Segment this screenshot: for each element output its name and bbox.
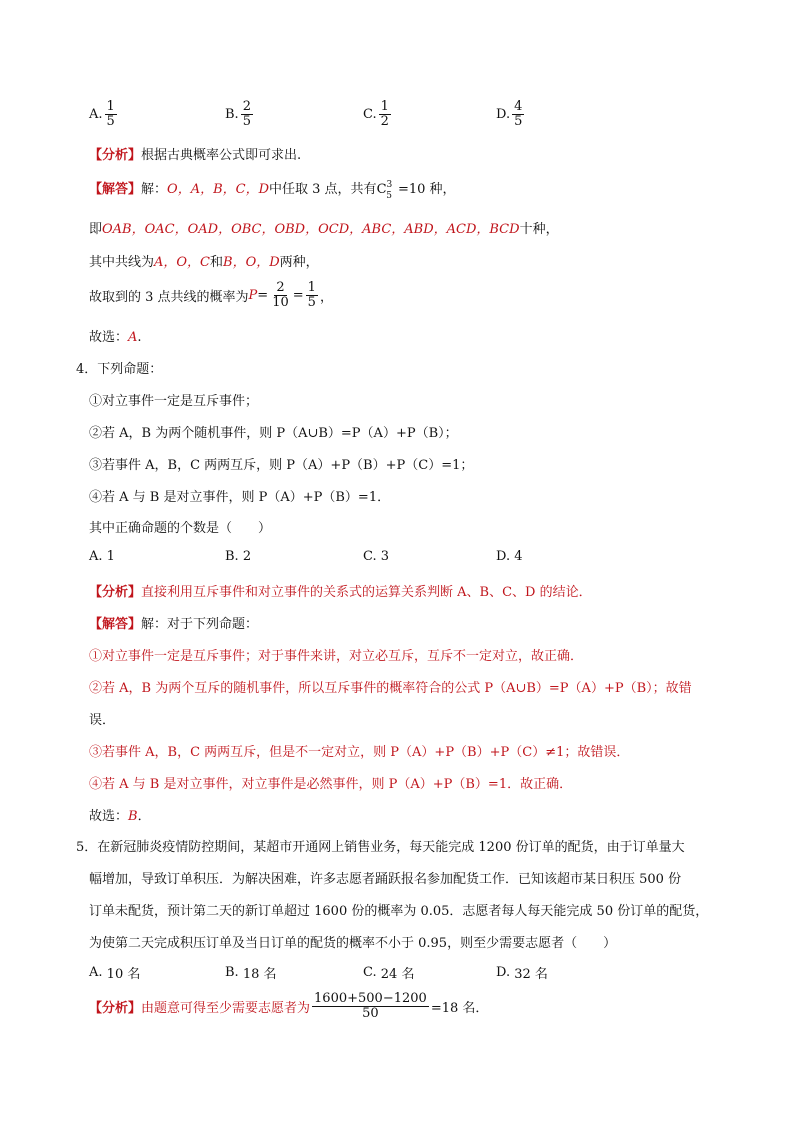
q4-stem: 4．下列命题： — [76, 362, 163, 377]
q4-solution-intro: 【解答】解：对于下列命题： — [89, 617, 259, 632]
fraction: $\frac{4}{5}$ — [514, 99, 523, 129]
q3-option-d: D. $\frac{4}{5}$ — [496, 99, 523, 129]
q3-option-c: C. $\frac{1}{2}$ — [363, 99, 389, 129]
q4-proposition-2: ②若 A，B 为两个随机事件，则 P（A∪B）=P（A）+P（B）； — [89, 426, 458, 441]
q4-solution-1: ①对立事件一定是互斥事件；对于事件来讲，对立必互斥，互斥不一定对立，故正确． — [89, 649, 584, 664]
q4-proposition-4: ④若 A 与 B 是对立事件，则 P（A）+P（B）=1． — [89, 490, 391, 505]
q4-question: 其中正确命题的个数是（ ） — [89, 521, 272, 536]
q3-solution-line3: 其中共线为A，O，C和B，O，D两种， — [89, 255, 319, 270]
q4-choose: 故选：B． — [89, 809, 151, 824]
q5-option-c: C. 24 名 — [363, 965, 415, 982]
q3-solution-line2: 即OAB，OAC，OAD，OBC，OBD，OCD，ABC，ABD，ACD，BCD十种， — [89, 222, 559, 237]
q5-option-a: A. 10 名 — [89, 965, 141, 982]
q5-option-b: B. 18 名 — [225, 965, 277, 982]
fraction: $\frac{1600+500-1200}{50}$ — [314, 991, 427, 1021]
fraction: $\frac{2}{10}$ — [272, 280, 289, 310]
q3-solution-line1: 【解答】解：O，A，B，C，D中任取 3 点，共有$C^3_5 =10$ 种， — [89, 180, 456, 201]
q5-option-d: D. 32 名 — [496, 965, 548, 982]
q5-stem-line2: 幅增加，导致订单积压．为解决困难，许多志愿者踊跃报名参加配货工作．已知该超市某日积压 500 份 — [89, 872, 682, 887]
q4-option-b: B. 2 — [225, 549, 252, 564]
q4-options — [89, 549, 609, 569]
q3-analysis: 【分析】根据古典概率公式即可求出. — [89, 148, 302, 163]
q4-analysis: 【分析】直接利用互斥事件和对立事件的关系式的运算关系判断 A、B、C、D 的结论． — [89, 585, 592, 600]
q4-solution-2-cont: 误． — [89, 713, 116, 728]
q5-stem-line1: 5．在新冠肺炎疫情防控期间，某超市开通网上销售业务，每天能完成 1200 份订单的配货，由于订单量大 — [76, 840, 685, 855]
q4-option-a: A. 1 — [89, 549, 115, 564]
q3-options — [89, 100, 609, 136]
q4-solution-2: ②若 A，B 为两个互斥的随机事件，所以互斥事件的概率符合的公式 P（A∪B）=P（A）+P（B）；故错 — [89, 681, 692, 696]
fraction: $\frac{1}{5}$ — [106, 99, 115, 129]
q4-solution-4: ④若 A 与 B 是对立事件，对立事件是必然事件，则 P（A）+P（B）=1．故正确． — [89, 777, 573, 792]
q4-proposition-1: ①对立事件一定是互斥事件； — [89, 394, 259, 409]
fraction: $\frac{1}{5}$ — [307, 280, 316, 310]
q5-options — [89, 963, 609, 983]
q3-option-a: A. $\frac{1}{5}$ — [89, 99, 115, 129]
q3-choose: 故选：A. — [89, 330, 142, 345]
q5-stem-line4: 为使第二天完成积压订单及当日订单的配货的概率不小于 0.95，则至少需要志愿者（ ） — [89, 936, 617, 951]
fraction: $\frac{1}{2}$ — [380, 99, 389, 129]
q5-analysis: 【分析】 由题意可得至少需要志愿者为 $\frac{1600+500-1200}{50}$ =18 名． — [89, 991, 489, 1021]
q4-option-d: D. 4 — [496, 549, 523, 564]
q4-proposition-3: ③若事件 A，B，C 两两互斥，则 P（A）+P（B）+P（C）=1； — [89, 458, 474, 473]
fraction: $\frac{2}{5}$ — [242, 99, 251, 129]
q3-solution-line4: 故取到的 3 点共线的概率为 P = $\frac{2}{10}$ = $\frac{1}{5}$ ， — [89, 280, 333, 310]
q4-option-c: C. 3 — [363, 549, 390, 564]
q3-option-b: B. $\frac{2}{5}$ — [225, 99, 251, 129]
q4-solution-3: ③若事件 A，B，C 两两互斥，但是不一定对立，则 P（A）+P（B）+P（C）≠1；故错误． — [89, 745, 630, 760]
q5-stem-line3: 订单未配货，预计第二天的新订单超过 1600 份的概率为 0.05．志愿者每人每天能完成 50 份订单的配货， — [89, 904, 709, 919]
